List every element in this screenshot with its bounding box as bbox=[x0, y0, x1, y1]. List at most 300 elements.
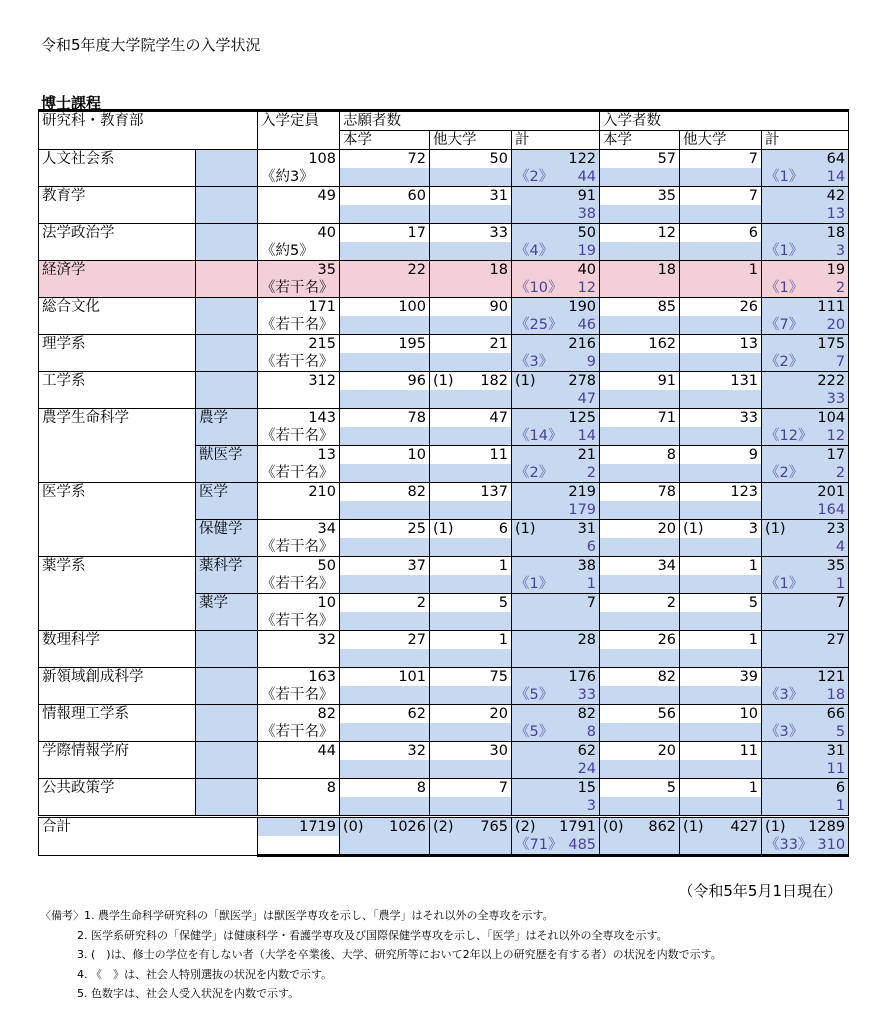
adm-own-value: 26 bbox=[657, 632, 677, 648]
total-app-total bbox=[512, 817, 600, 837]
adm-own-sub bbox=[600, 649, 680, 668]
admissions-table bbox=[38, 109, 849, 857]
adm-total bbox=[762, 150, 849, 169]
total-app-total-sub-note: 《71》 bbox=[515, 837, 563, 853]
app-total-sub-value: 9 bbox=[586, 354, 597, 370]
app-other bbox=[430, 372, 512, 391]
app-total bbox=[512, 594, 600, 613]
app-own-sub bbox=[340, 760, 430, 779]
app-total-sub-value: 12 bbox=[577, 280, 597, 296]
table-row bbox=[39, 298, 849, 317]
adm-other bbox=[680, 446, 762, 465]
capacity-note bbox=[258, 538, 340, 557]
app-own-value: 10 bbox=[407, 447, 426, 463]
capacity-value: 171 bbox=[308, 299, 336, 315]
adm-total-sub bbox=[762, 390, 849, 409]
adm-total-value: 201 bbox=[817, 484, 846, 500]
header-capacity: 入学定員 bbox=[258, 111, 340, 131]
adm-other bbox=[680, 335, 762, 354]
app-total-sub-note: 《10》 bbox=[515, 280, 563, 296]
header-admitted: 入学者数 bbox=[600, 111, 849, 131]
app-total-sub-value: 14 bbox=[577, 428, 597, 444]
capacity bbox=[258, 409, 340, 428]
capacity-note-value: 《若干名》 bbox=[261, 317, 334, 333]
adm-other-sub bbox=[680, 501, 762, 520]
table-row bbox=[39, 224, 849, 243]
capacity-note bbox=[258, 316, 340, 335]
adm-total-note: (1) bbox=[765, 521, 786, 537]
adm-own-sub bbox=[600, 279, 680, 298]
app-total-sub-value: 47 bbox=[577, 391, 597, 407]
app-total-sub bbox=[512, 760, 600, 779]
subdept-name bbox=[196, 261, 258, 298]
adm-other-sub bbox=[680, 797, 762, 817]
app-own-sub bbox=[340, 279, 430, 298]
app-total-value: 91 bbox=[577, 188, 597, 204]
total-adm-other-value: 427 bbox=[730, 819, 759, 835]
capacity-value: 108 bbox=[308, 151, 336, 167]
adm-other bbox=[680, 668, 762, 687]
app-total bbox=[512, 261, 600, 280]
section-title: 博士課程 bbox=[41, 94, 102, 112]
adm-total-sub-value: 13 bbox=[826, 206, 846, 222]
adm-total-sub bbox=[762, 538, 849, 557]
adm-own-value: 85 bbox=[657, 299, 677, 315]
adm-total bbox=[762, 557, 849, 576]
header-dept: 研究科・教育部 bbox=[39, 111, 258, 131]
app-other-sub bbox=[430, 575, 512, 594]
app-total-sub-value: 1 bbox=[586, 576, 597, 592]
adm-other-value: 39 bbox=[739, 669, 759, 685]
adm-total-sub bbox=[762, 168, 849, 187]
capacity-value: 50 bbox=[317, 558, 336, 574]
adm-other bbox=[680, 779, 762, 798]
app-total-value: 125 bbox=[568, 410, 597, 426]
app-total-sub bbox=[512, 575, 600, 594]
app-other-value: 1 bbox=[498, 558, 508, 574]
capacity-note-value: 《約5》 bbox=[261, 243, 314, 259]
capacity bbox=[258, 483, 340, 502]
adm-other bbox=[680, 631, 762, 650]
adm-other bbox=[680, 298, 762, 317]
app-own-sub bbox=[340, 797, 430, 817]
app-own bbox=[340, 298, 430, 317]
app-other-sub bbox=[430, 353, 512, 372]
app-other bbox=[430, 298, 512, 317]
adm-total-value: 175 bbox=[817, 336, 846, 352]
capacity-note bbox=[258, 168, 340, 187]
adm-other-sub bbox=[680, 353, 762, 372]
adm-own-value: 56 bbox=[657, 706, 677, 722]
adm-own-value: 20 bbox=[657, 743, 677, 759]
capacity-value: 210 bbox=[308, 484, 336, 500]
app-total-sub-note: 《2》 bbox=[515, 169, 554, 185]
total-app-own bbox=[340, 817, 430, 837]
capacity bbox=[258, 742, 340, 761]
app-total-value: 219 bbox=[568, 484, 597, 500]
total-adm-total-sub-note: 《33》 bbox=[765, 837, 813, 853]
app-total-value: 31 bbox=[577, 521, 597, 537]
adm-other-value: 7 bbox=[748, 151, 759, 167]
adm-other-value: 1 bbox=[748, 780, 759, 796]
app-own-sub bbox=[340, 612, 430, 631]
header-app-own: 本学 bbox=[340, 131, 430, 150]
adm-total-sub-value: 164 bbox=[817, 502, 846, 518]
capacity-note bbox=[258, 501, 340, 520]
dept-name: 数理科学 bbox=[39, 631, 196, 668]
app-own-sub bbox=[340, 390, 430, 409]
adm-total-value: 31 bbox=[826, 743, 846, 759]
adm-own bbox=[600, 335, 680, 354]
total-app-own-sub bbox=[340, 836, 430, 856]
total-adm-other bbox=[680, 817, 762, 837]
app-total-sub bbox=[512, 797, 600, 817]
app-own-sub bbox=[340, 427, 430, 446]
capacity-value: 32 bbox=[317, 632, 336, 648]
app-other-sub bbox=[430, 686, 512, 705]
subdept-name bbox=[196, 631, 258, 668]
app-other-value: 1 bbox=[498, 632, 508, 648]
adm-total-sub bbox=[762, 649, 849, 668]
app-other bbox=[430, 224, 512, 243]
app-own bbox=[340, 187, 430, 206]
table-row bbox=[39, 187, 849, 206]
adm-total-sub-value: 33 bbox=[826, 391, 846, 407]
adm-total-sub-value: 11 bbox=[826, 761, 846, 777]
app-own-sub bbox=[340, 353, 430, 372]
adm-other bbox=[680, 409, 762, 428]
subdept-name bbox=[196, 705, 258, 742]
adm-own bbox=[600, 483, 680, 502]
app-total-sub-note: 《2》 bbox=[515, 465, 554, 481]
total-app-other-note: (2) bbox=[433, 819, 454, 835]
adm-own-value: 8 bbox=[666, 447, 677, 463]
adm-own bbox=[600, 779, 680, 798]
app-other-value: 47 bbox=[489, 410, 508, 426]
adm-own-sub bbox=[600, 723, 680, 742]
app-other-value: 31 bbox=[489, 188, 508, 204]
adm-own-sub bbox=[600, 575, 680, 594]
adm-total-sub-note: 《3》 bbox=[765, 687, 804, 703]
capacity-note bbox=[258, 760, 340, 779]
header-row-2 bbox=[39, 131, 849, 150]
app-other bbox=[430, 150, 512, 169]
app-total bbox=[512, 187, 600, 206]
app-total-value: 28 bbox=[577, 632, 597, 648]
app-total-value: 50 bbox=[577, 225, 597, 241]
app-total-sub bbox=[512, 649, 600, 668]
dept-name: 法学政治学 bbox=[39, 224, 196, 261]
adm-other bbox=[680, 150, 762, 169]
adm-own-sub bbox=[600, 797, 680, 817]
adm-total-sub-value: 18 bbox=[826, 687, 846, 703]
app-other bbox=[430, 261, 512, 280]
app-total bbox=[512, 446, 600, 465]
adm-own-sub bbox=[600, 686, 680, 705]
adm-own bbox=[600, 446, 680, 465]
app-total bbox=[512, 742, 600, 761]
adm-own bbox=[600, 224, 680, 243]
total-adm-total bbox=[762, 817, 849, 837]
capacity-note-value: 《若干名》 bbox=[261, 465, 334, 481]
adm-other-sub bbox=[680, 205, 762, 224]
total-app-own-note: (0) bbox=[343, 819, 364, 835]
dept-name: 薬学系 bbox=[39, 557, 196, 631]
capacity-note-value: 《若干名》 bbox=[261, 354, 334, 370]
adm-total bbox=[762, 742, 849, 761]
app-total-sub-value: 44 bbox=[577, 169, 597, 185]
adm-own bbox=[600, 742, 680, 761]
header-adm-own: 本学 bbox=[600, 131, 680, 150]
adm-own bbox=[600, 668, 680, 687]
adm-own-sub bbox=[600, 538, 680, 557]
app-total bbox=[512, 520, 600, 539]
app-total-sub bbox=[512, 538, 600, 557]
adm-other-value: 6 bbox=[748, 225, 759, 241]
table-row bbox=[39, 409, 849, 428]
app-total-sub-value: 19 bbox=[577, 243, 597, 259]
app-other-value: 182 bbox=[480, 373, 508, 389]
app-total-sub bbox=[512, 205, 600, 224]
adm-own-value: 82 bbox=[657, 669, 677, 685]
app-own bbox=[340, 779, 430, 798]
total-adm-total-sub-value: 310 bbox=[817, 837, 846, 853]
table-row bbox=[39, 742, 849, 761]
capacity-value: 10 bbox=[317, 595, 336, 611]
app-total-sub-note: 《4》 bbox=[515, 243, 554, 259]
capacity bbox=[258, 557, 340, 576]
app-total bbox=[512, 335, 600, 354]
note-4: 4. 《 》は、社会人特別選抜の状況を内数で示す。 bbox=[77, 967, 333, 981]
adm-total-sub bbox=[762, 316, 849, 335]
adm-own-value: 34 bbox=[657, 558, 677, 574]
adm-own-sub bbox=[600, 316, 680, 335]
app-other bbox=[430, 446, 512, 465]
capacity-note-value: 《若干名》 bbox=[261, 280, 334, 296]
app-total-sub-value: 38 bbox=[577, 206, 597, 222]
adm-total-value: 64 bbox=[826, 151, 846, 167]
capacity-note bbox=[258, 723, 340, 742]
adm-other bbox=[680, 261, 762, 280]
note-1: 〈備考〉1. 農学生命科学研究科の「獣医学」は獣医学専攻を示し、「農学」はそれ以外の全専攻を示す。 bbox=[40, 909, 554, 922]
total-capacity bbox=[258, 817, 340, 837]
adm-other bbox=[680, 372, 762, 391]
capacity bbox=[258, 705, 340, 724]
dept-name: 教育学 bbox=[39, 187, 196, 224]
adm-other-value: 1 bbox=[748, 558, 759, 574]
app-own-sub bbox=[340, 316, 430, 335]
capacity bbox=[258, 187, 340, 206]
capacity-note-value: 《約3》 bbox=[261, 169, 314, 185]
app-total bbox=[512, 409, 600, 428]
subdept-name bbox=[196, 335, 258, 372]
app-total bbox=[512, 372, 600, 391]
app-own-value: 100 bbox=[398, 299, 426, 315]
app-total-sub-note: 《25》 bbox=[515, 317, 563, 333]
adm-total-sub-value: 3 bbox=[835, 243, 846, 259]
app-total-value: 278 bbox=[568, 373, 597, 389]
app-total-sub-value: 3 bbox=[586, 798, 597, 814]
subdept-name: 農学 bbox=[196, 409, 258, 446]
capacity bbox=[258, 298, 340, 317]
adm-other-sub bbox=[680, 464, 762, 483]
app-other-value: 21 bbox=[489, 336, 508, 352]
app-own-value: 78 bbox=[407, 410, 426, 426]
adm-total bbox=[762, 668, 849, 687]
adm-total bbox=[762, 372, 849, 391]
adm-total-value: 111 bbox=[817, 299, 846, 315]
app-own-sub bbox=[340, 686, 430, 705]
adm-total-sub-note: 《1》 bbox=[765, 243, 804, 259]
adm-other-sub bbox=[680, 279, 762, 298]
adm-own-value: 18 bbox=[657, 262, 677, 278]
adm-other-value: 26 bbox=[739, 299, 759, 315]
app-total-value: 190 bbox=[568, 299, 597, 315]
app-total-note: (1) bbox=[515, 521, 536, 537]
total-adm-total-sub bbox=[762, 836, 849, 856]
adm-other-sub bbox=[680, 168, 762, 187]
adm-total-sub-note: 《1》 bbox=[765, 280, 804, 296]
adm-total bbox=[762, 446, 849, 465]
adm-total-sub bbox=[762, 760, 849, 779]
adm-own bbox=[600, 520, 680, 539]
adm-total-sub bbox=[762, 686, 849, 705]
header-adm-other: 他大学 bbox=[680, 131, 762, 150]
adm-total-sub bbox=[762, 723, 849, 742]
capacity bbox=[258, 779, 340, 798]
total-app-total-note: (2) bbox=[515, 819, 536, 835]
adm-total-value: 19 bbox=[826, 262, 846, 278]
dept-name: 農学生命科学 bbox=[39, 409, 196, 483]
app-total-sub-value: 2 bbox=[586, 465, 597, 481]
app-own bbox=[340, 261, 430, 280]
app-own bbox=[340, 446, 430, 465]
adm-own-sub bbox=[600, 390, 680, 409]
table-row bbox=[39, 261, 849, 280]
dept-name: 経済学 bbox=[39, 261, 196, 298]
subdept-name: 保健学 bbox=[196, 520, 258, 557]
dept-name: 理学系 bbox=[39, 335, 196, 372]
app-own-value: 82 bbox=[407, 484, 426, 500]
app-other-value: 20 bbox=[489, 706, 508, 722]
app-own-sub bbox=[340, 538, 430, 557]
app-other-value: 6 bbox=[498, 521, 508, 537]
adm-total-sub bbox=[762, 612, 849, 631]
adm-total-sub-value: 2 bbox=[835, 465, 846, 481]
app-other-value: 7 bbox=[498, 780, 508, 796]
capacity-note bbox=[258, 797, 340, 817]
capacity-value: 8 bbox=[326, 780, 336, 796]
app-own-value: 22 bbox=[407, 262, 426, 278]
adm-total-sub-note: 《3》 bbox=[765, 724, 804, 740]
adm-total-sub-value: 1 bbox=[835, 576, 846, 592]
subdept-name: 獣医学 bbox=[196, 446, 258, 483]
capacity-note bbox=[258, 279, 340, 298]
total-app-total-sub bbox=[512, 836, 600, 856]
capacity bbox=[258, 446, 340, 465]
adm-own-sub bbox=[600, 205, 680, 224]
app-other bbox=[430, 187, 512, 206]
adm-total-sub bbox=[762, 501, 849, 520]
adm-total-sub bbox=[762, 464, 849, 483]
adm-own-value: 78 bbox=[657, 484, 677, 500]
app-total-value: 40 bbox=[577, 262, 597, 278]
capacity-value: 40 bbox=[317, 225, 336, 241]
subdept-name bbox=[196, 668, 258, 705]
dept-name: 情報理工学系 bbox=[39, 705, 196, 742]
header-row-1 bbox=[39, 111, 849, 131]
app-other-value: 5 bbox=[498, 595, 508, 611]
app-own-value: 32 bbox=[407, 743, 426, 759]
dept-name: 医学系 bbox=[39, 483, 196, 557]
subdept-name bbox=[196, 224, 258, 261]
app-own-sub bbox=[340, 649, 430, 668]
app-other-value: 90 bbox=[489, 299, 508, 315]
app-own bbox=[340, 520, 430, 539]
adm-other-sub bbox=[680, 612, 762, 631]
adm-other-note: (1) bbox=[683, 521, 704, 537]
adm-other bbox=[680, 520, 762, 539]
adm-total-value: 23 bbox=[826, 521, 846, 537]
app-other bbox=[430, 483, 512, 502]
adm-other-value: 131 bbox=[730, 373, 759, 389]
adm-total-sub bbox=[762, 797, 849, 817]
capacity-value: 35 bbox=[317, 262, 336, 278]
app-other bbox=[430, 779, 512, 798]
adm-total-sub bbox=[762, 279, 849, 298]
adm-total bbox=[762, 779, 849, 798]
adm-total-sub-value: 7 bbox=[835, 354, 846, 370]
adm-other-value: 7 bbox=[748, 188, 759, 204]
app-own bbox=[340, 668, 430, 687]
app-own-value: 27 bbox=[407, 632, 426, 648]
app-total-sub-note: 《14》 bbox=[515, 428, 563, 444]
app-other bbox=[430, 557, 512, 576]
subdept-name bbox=[196, 742, 258, 779]
app-other-sub bbox=[430, 279, 512, 298]
adm-other-sub bbox=[680, 427, 762, 446]
app-total bbox=[512, 668, 600, 687]
adm-total-value: 6 bbox=[835, 780, 846, 796]
adm-total-value: 104 bbox=[817, 410, 846, 426]
app-total-sub-value: 8 bbox=[586, 724, 597, 740]
app-own bbox=[340, 631, 430, 650]
app-total-sub-value: 46 bbox=[577, 317, 597, 333]
app-own bbox=[340, 705, 430, 724]
app-other bbox=[430, 668, 512, 687]
capacity-note bbox=[258, 205, 340, 224]
total-adm-other-sub bbox=[680, 836, 762, 856]
app-other-sub bbox=[430, 538, 512, 557]
app-other bbox=[430, 705, 512, 724]
capacity-value: 13 bbox=[317, 447, 336, 463]
app-other-value: 75 bbox=[489, 669, 508, 685]
capacity-note bbox=[258, 427, 340, 446]
adm-total-sub-value: 12 bbox=[826, 428, 846, 444]
total-adm-own-note: (0) bbox=[603, 819, 624, 835]
capacity-note-value: 《若干名》 bbox=[261, 428, 334, 444]
adm-total-sub bbox=[762, 353, 849, 372]
app-total-sub bbox=[512, 723, 600, 742]
capacity-note bbox=[258, 575, 340, 594]
app-total-sub bbox=[512, 686, 600, 705]
adm-total-value: 17 bbox=[826, 447, 846, 463]
app-own-sub bbox=[340, 464, 430, 483]
total-adm-own bbox=[600, 817, 680, 837]
adm-total-sub-note: 《1》 bbox=[765, 169, 804, 185]
app-own-value: 72 bbox=[407, 151, 426, 167]
app-own-value: 2 bbox=[416, 595, 426, 611]
